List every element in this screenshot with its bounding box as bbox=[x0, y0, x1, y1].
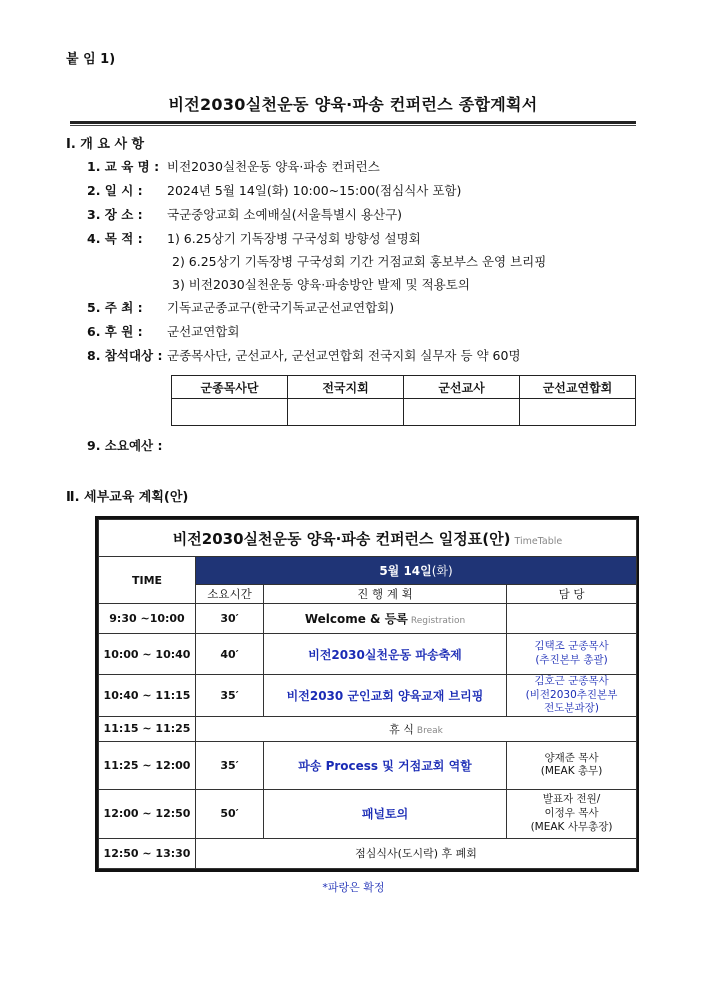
item-value: 군선교연합회 bbox=[167, 324, 240, 339]
attendee-col-missionaries: 군선교사 bbox=[404, 376, 520, 399]
row-duration: 30′ bbox=[196, 603, 264, 633]
item-course-name bbox=[87, 157, 380, 175]
item-value: 2024년 5월 14일(화) 10:00~15:00(점심식사 포함) bbox=[167, 183, 462, 198]
attendee-cell bbox=[404, 399, 520, 426]
row-program bbox=[264, 603, 507, 633]
time-header: TIME bbox=[99, 557, 196, 604]
attendee-col-chaplains: 군종목사단 bbox=[172, 376, 288, 399]
table-row bbox=[99, 603, 637, 633]
program-text: Welcome & 등록 bbox=[304, 612, 408, 627]
table-row bbox=[99, 741, 637, 790]
program-en: Registration bbox=[410, 616, 466, 627]
row-time: 12:00 ~ 12:50 bbox=[99, 790, 196, 839]
schedule-title-en: TimeTable bbox=[514, 535, 563, 547]
table-row bbox=[99, 674, 637, 716]
item-date bbox=[87, 181, 461, 199]
row-program: 파송 Process 및 거점교회 역할 bbox=[264, 741, 507, 790]
item-label: 5. 주 최 : bbox=[87, 300, 143, 315]
row-duration: 40′ bbox=[196, 634, 264, 674]
row-program: 비전2030실천운동 파송축제 bbox=[264, 634, 507, 674]
manager-line: 김호근 군종목사 bbox=[534, 675, 609, 688]
row-duration: 35′ bbox=[196, 674, 264, 716]
schedule-table-frame bbox=[95, 516, 639, 872]
title-divider bbox=[70, 121, 636, 124]
section2-heading: Ⅱ. 세부교육 계획(안) bbox=[66, 490, 189, 505]
row-time: 11:15 ~ 11:25 bbox=[99, 717, 196, 741]
item-value: 비전2030실천운동 양육·파송 컨퍼런스 bbox=[167, 159, 380, 174]
attendee-cell bbox=[288, 399, 404, 426]
manager-line: 김택조 군종목사 bbox=[534, 640, 609, 653]
row-time: 12:50 ~ 13:30 bbox=[99, 838, 196, 868]
item-host bbox=[87, 298, 394, 316]
date-header bbox=[196, 557, 637, 584]
manager-line: 전도분과장) bbox=[544, 702, 599, 715]
row-manager bbox=[507, 674, 637, 716]
item-label: 3. 장 소 : bbox=[87, 207, 143, 222]
row-manager bbox=[507, 741, 637, 790]
attendee-cell bbox=[520, 399, 636, 426]
weekday-text: (화) bbox=[431, 564, 453, 579]
attendee-col-branches: 전국지회 bbox=[288, 376, 404, 399]
item-label: 4. 목 적 : bbox=[87, 231, 143, 246]
section1-heading: Ⅰ. 개 요 사 항 bbox=[66, 137, 145, 152]
item-value: 1) 6.25상기 기독장병 구국성회 방향성 설명회 bbox=[167, 231, 421, 246]
row-duration: 50′ bbox=[196, 790, 264, 839]
schedule-title bbox=[99, 520, 637, 557]
attendee-table bbox=[171, 375, 636, 426]
table-row bbox=[99, 634, 637, 674]
row-break: 점심식사(도시락) 후 폐회 bbox=[196, 838, 637, 868]
row-time: 10:00 ~ 10:40 bbox=[99, 634, 196, 674]
manager-line: 양재준 목사 bbox=[544, 751, 599, 764]
break-en: Break bbox=[416, 725, 443, 736]
item-sponsor bbox=[87, 322, 239, 340]
row-program: 비전2030 군인교회 양육교재 브리핑 bbox=[264, 674, 507, 716]
schedule-title-text: 비전2030실천운동 양육·파송 컨퍼런스 일정표(안) bbox=[172, 529, 511, 548]
item-label: 1. 교 육 명 : bbox=[87, 159, 160, 174]
row-duration: 35′ bbox=[196, 741, 264, 790]
col-program-header: 진 행 계 획 bbox=[264, 584, 507, 603]
document-title: 비전2030실천운동 양육·파송 컨퍼런스 종합계획서 bbox=[168, 95, 538, 114]
item-value: 기독교군종교구(한국기독교군선교연합회) bbox=[167, 300, 395, 315]
attendee-cell bbox=[172, 399, 288, 426]
item-label: 2. 일 시 : bbox=[87, 183, 143, 198]
date-text: 5월 14일 bbox=[379, 564, 432, 579]
manager-line: (비전2030추진본부 bbox=[525, 688, 618, 701]
break-text: 휴 식 bbox=[389, 722, 414, 736]
manager-line: 이정우 목사 bbox=[544, 807, 599, 819]
row-time: 10:40 ~ 11:15 bbox=[99, 674, 196, 716]
purpose-sub-3: 3) 비전2030실천운동 양육·파송방안 발제 및 적용토의 bbox=[172, 277, 470, 292]
table-row bbox=[99, 790, 637, 839]
manager-line: 발표자 전원/ bbox=[542, 793, 601, 806]
item-value: 국군중앙교회 소예배실(서울특별시 용산구) bbox=[167, 207, 403, 222]
attendee-col-association: 군선교연합회 bbox=[520, 376, 636, 399]
item-label: 6. 후 원 : bbox=[87, 324, 143, 339]
item-place bbox=[87, 205, 402, 223]
table-row-break bbox=[99, 838, 637, 868]
row-manager bbox=[507, 603, 637, 633]
manager-line: (MEAK 사무총장) bbox=[530, 820, 613, 833]
title-divider-thin bbox=[70, 125, 636, 126]
item-purpose bbox=[87, 229, 421, 247]
item-attendees bbox=[87, 346, 521, 364]
row-manager bbox=[507, 790, 637, 839]
row-manager bbox=[507, 634, 637, 674]
item-label: 8. 참석대상 : bbox=[87, 348, 163, 363]
attachment-label: 붙 임 1) bbox=[66, 52, 116, 67]
item-budget: 9. 소요예산 : bbox=[87, 438, 163, 453]
purpose-sub-2: 2) 6.25상기 기독장병 구국성회 기간 거점교회 홍보부스 운영 브리핑 bbox=[172, 254, 547, 269]
row-break bbox=[196, 717, 637, 741]
row-program: 패널토의 bbox=[264, 790, 507, 839]
item-value: 군종목사단, 군선교사, 군선교연합회 전국지회 실무자 등 약 60명 bbox=[167, 348, 521, 363]
schedule-table bbox=[98, 519, 637, 869]
row-time: 9:30 ~10:00 bbox=[99, 603, 196, 633]
table-row-break bbox=[99, 717, 637, 741]
confirmed-note: *파랑은 확정 bbox=[322, 881, 385, 894]
manager-line: (추진본부 총괄) bbox=[535, 654, 608, 667]
col-duration-header: 소요시간 bbox=[196, 584, 264, 603]
col-manager-header: 담 당 bbox=[507, 584, 637, 603]
row-time: 11:25 ~ 12:00 bbox=[99, 741, 196, 790]
manager-line: (MEAK 총무) bbox=[540, 765, 603, 778]
